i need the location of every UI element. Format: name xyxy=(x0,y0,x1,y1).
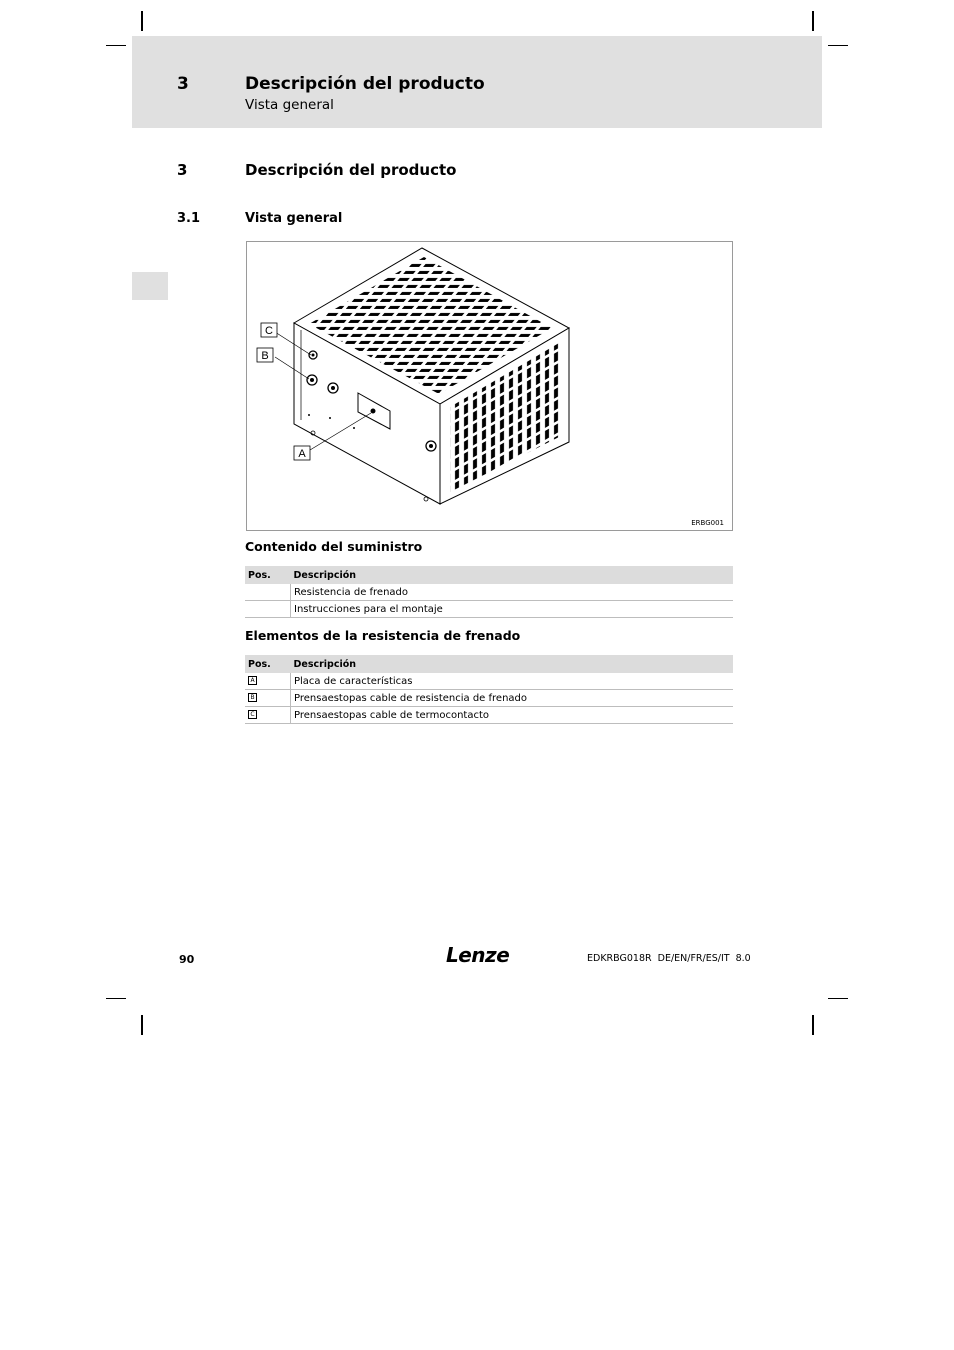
subsection-title: Vista general xyxy=(245,211,343,226)
crop-mark xyxy=(828,998,848,999)
col-pos: Pos. xyxy=(245,566,291,584)
table-row xyxy=(245,707,733,724)
row-desc: Prensaestopas cable de resistencia de frenado xyxy=(291,690,734,707)
table-row xyxy=(245,673,733,690)
section-number: 3 xyxy=(177,161,188,179)
crop-mark xyxy=(828,45,848,46)
pos-label-c: C xyxy=(248,710,257,719)
elements-table-heading: Elementos de la resistencia de frenado xyxy=(245,628,521,643)
crop-mark xyxy=(812,1015,814,1035)
header-chapter-title: Descripción del producto xyxy=(245,74,485,94)
header-subtitle: Vista general xyxy=(245,97,334,113)
supply-table-heading: Contenido del suministro xyxy=(245,539,423,554)
crop-mark xyxy=(106,45,126,46)
callout-b: B xyxy=(261,350,269,362)
page-number: 90 xyxy=(179,953,195,966)
callout-c: C xyxy=(265,325,273,337)
section-title: Descripción del producto xyxy=(245,161,457,179)
pos-label-a: A xyxy=(248,676,257,685)
row-desc: Placa de características xyxy=(291,673,734,690)
figure-code: ERBG001 xyxy=(691,519,724,527)
crop-mark xyxy=(141,11,143,31)
braking-resistor-drawing xyxy=(247,242,732,530)
pos-label-b: B xyxy=(248,693,257,702)
callout-a: A xyxy=(298,448,306,460)
col-pos: Pos. xyxy=(245,655,291,673)
row-pos xyxy=(245,601,291,618)
document-code: EDKRBG018R DE/EN/FR/ES/IT 8.0 xyxy=(587,953,751,964)
col-desc: Descripción xyxy=(291,566,734,584)
row-pos xyxy=(245,584,291,601)
subsection-number: 3.1 xyxy=(177,211,201,226)
crop-mark xyxy=(141,1015,143,1035)
row-desc: Instrucciones para el montaje xyxy=(291,601,734,618)
product-figure xyxy=(246,241,733,531)
supply-table xyxy=(245,566,733,618)
table-row xyxy=(245,690,733,707)
header-chapter-number: 3 xyxy=(177,74,189,94)
col-desc: Descripción xyxy=(291,655,734,673)
crop-mark xyxy=(106,998,126,999)
side-tab-marker xyxy=(132,272,168,300)
table-row xyxy=(245,601,733,618)
table-row xyxy=(245,584,733,601)
lenze-logo: Lenze xyxy=(446,943,510,967)
row-desc: Prensaestopas cable de termocontacto xyxy=(291,707,734,724)
row-desc: Resistencia de frenado xyxy=(291,584,734,601)
crop-mark xyxy=(812,11,814,31)
elements-table xyxy=(245,655,733,724)
